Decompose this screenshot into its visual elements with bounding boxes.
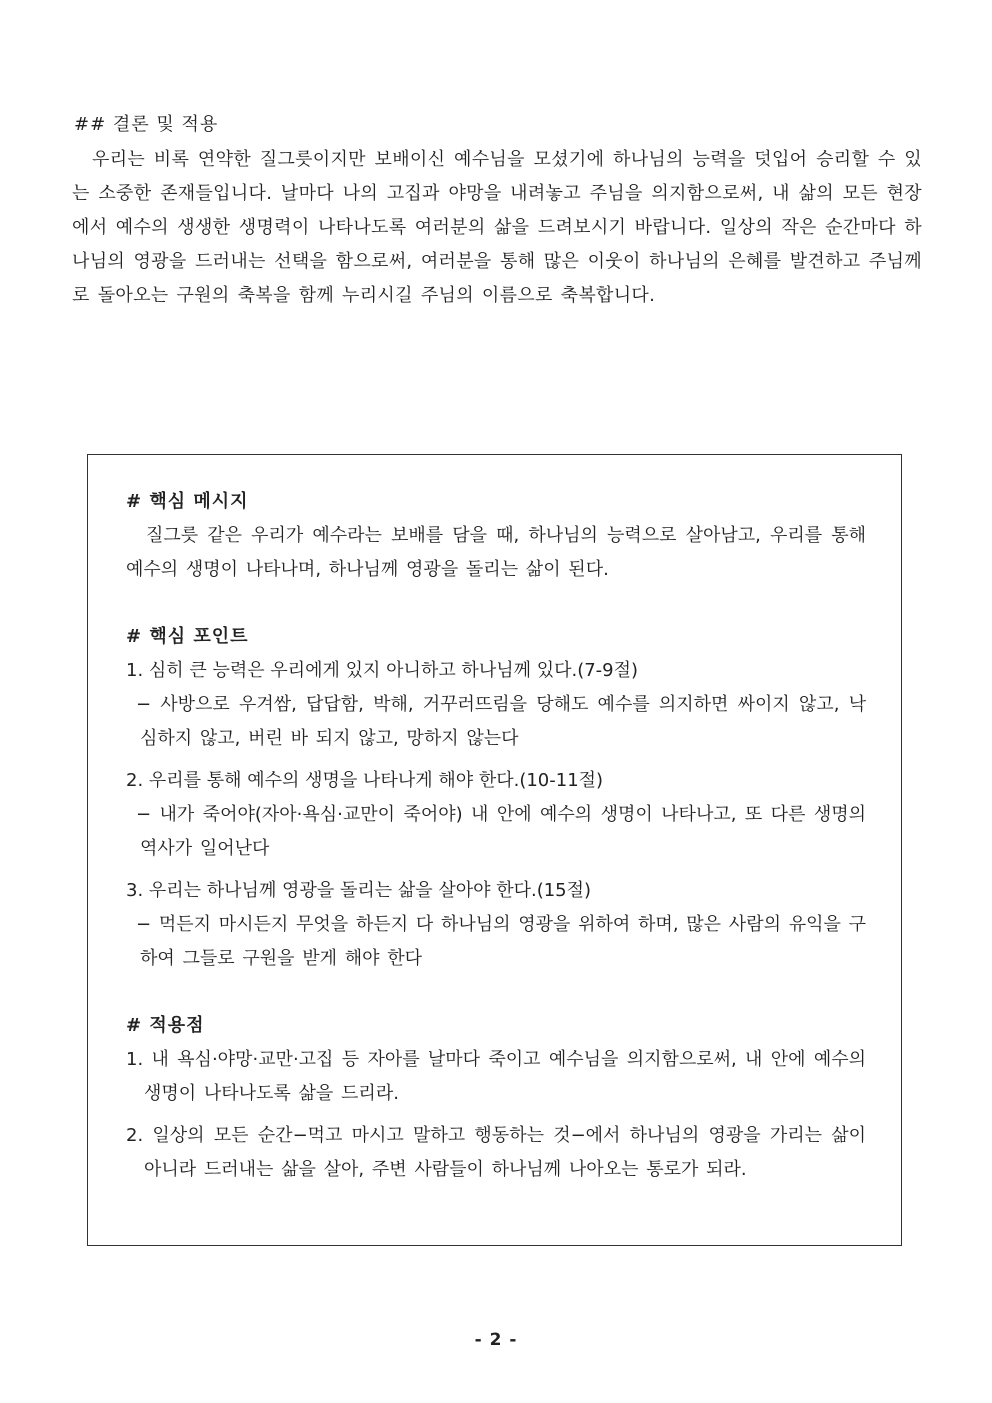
summary-box-content: [126, 485, 866, 1187]
core-point-title: 1. 심히 큰 능력은 우리에게 있지 아니하고 하나님께 있다.(7-9절): [126, 660, 639, 681]
core-point-detail: − 먹든지 마시든지 무엇을 하든지 다 하나님의 영광을 위하여 하며, 많은 사람의 유익을 구하여 그들로 구원을 받게 해야 한다: [136, 914, 866, 969]
core-message-heading: # 핵심 메시지: [126, 491, 249, 512]
application-item: 1. 내 욕심·야망·교만·고집 등 자아를 날마다 죽이고 예수님을 의지함으로써, 내 안에 예수의 생명이 나타나도록 삶을 드리라.: [126, 1049, 866, 1104]
core-point-detail: − 사방으로 우겨쌈, 답답함, 박해, 거꾸러뜨림을 당해도 예수를 의지하면 싸이지 않고, 낙심하지 않고, 버린 바 되지 않고, 망하지 않는다: [136, 694, 866, 749]
application-item: 2. 일상의 모든 순간−먹고 마시고 말하고 행동하는 것−에서 하나님의 영광을 가리는 삶이 아니라 드러내는 삶을 살아, 주변 사람들이 하나님께 나아오는 통로가 되라.: [126, 1125, 866, 1180]
core-message-text: 질그릇 같은 우리가 예수라는 보배를 담을 때, 하나님의 능력으로 살아남고, 우리를 통해 예수의 생명이 나타나며, 하나님께 영광을 돌리는 삶이 된다.: [126, 525, 866, 580]
summary-box: [87, 454, 902, 1246]
core-points-heading: # 핵심 포인트: [126, 626, 249, 647]
spacer: [126, 1111, 866, 1119]
spacer: [126, 756, 866, 764]
spacer: [126, 587, 866, 620]
core-point-item: [126, 654, 866, 756]
conclusion-heading: ## 결론 및 적용: [74, 114, 219, 135]
conclusion-paragraph: 우리는 비록 연약한 질그릇이지만 보배이신 예수님을 모셨기에 하나님의 능력을 덧입어 승리할 수 있는 소중한 존재들입니다. 날마다 나의 고집과 야망을 내려놓고 주님을 의지함으로써, 내 삶의 모든 현장에서 예수의 생생한 생명력이 나타나도록 여러분의 삶을 드려보시기 바랍니다. 일상의 작은 순간마다 하나님의 영광을 드러내는 선택을 함으로써, 여러분을 통해 많은 이웃이 하나님의 은혜를 발견하고 주님께로 돌아오는 구원의 축복을 함께 누리시길 주님의 이름으로 축복합니다.: [72, 149, 922, 306]
core-point-detail: − 내가 죽어야(자아·욕심·교만이 죽어야) 내 안에 예수의 생명이 나타나고, 또 다른 생명의 역사가 일어난다: [136, 804, 866, 859]
core-point-item: [126, 874, 866, 976]
spacer: [126, 866, 866, 874]
application-heading: # 적용점: [126, 1015, 205, 1036]
core-point-title: 3. 우리는 하나님께 영광을 돌리는 삶을 살아야 한다.(15절): [126, 880, 592, 901]
core-point-item: [126, 764, 866, 866]
spacer: [126, 976, 866, 1009]
page-number: - 2 -: [474, 1330, 518, 1350]
core-point-title: 2. 우리를 통해 예수의 생명을 나타나게 해야 한다.(10-11절): [126, 770, 604, 791]
